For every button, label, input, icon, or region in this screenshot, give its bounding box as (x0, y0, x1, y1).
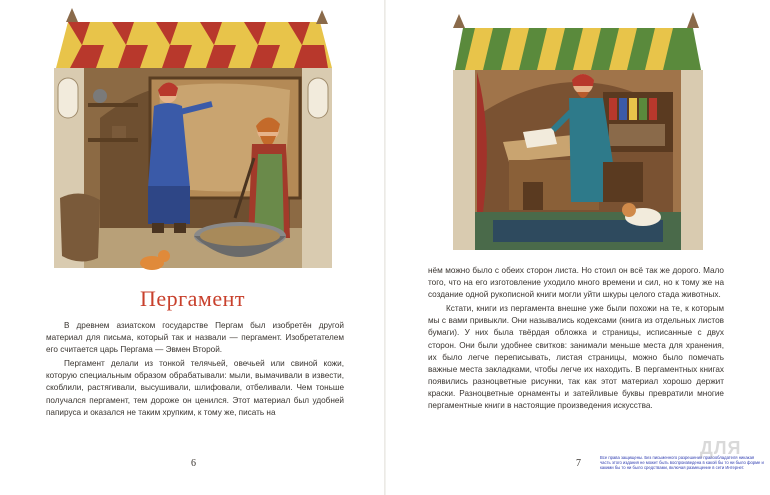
paragraph: нём можно было с обеих сторон листа. Но стоил он всё так же дорого. Мало того, что на его изготовление уходило много времени и сил, но к тому же на создание одной рукописной книги могли уйти шкуры целого стада животных. (428, 266, 724, 300)
page-number: 6 (191, 458, 196, 469)
parchment-makers-illustration (40, 8, 340, 280)
paragraph: Пергамент делали из тонкой телячьей, овечьей или свиной кожи, которую специальным образом обрабатывали: мыли, вымачивали в извести, скоблили, растягивали, высушивали, шлифовали, отбеливали. Чем тоньше получался пергамент, тем дороже он ценился. Этот материал был удобней папируса и оказался не таким хрупким, к тому же, писать на (46, 359, 344, 417)
right-body-text (428, 265, 724, 414)
paragraph: В древнем азиатском государстве Пергам был изобретён другой материал для письма, который так и назвали — пергамент. Изобретателем его считается царь Пергама — Эвмен Второй. (46, 321, 344, 355)
paragraph: Кстати, книги из пергамента внешне уже были похожи на те, к которым мы с вами привыкли. Они назывались кодексами (книга из отдельных листов бумаги). У них была твёрдая обложка и страницы, исписанные с двух сторон. Они были удобнее свитков: занимали меньше места для хранения, их было легче переписывать, листая страницы, можно было помечать важные места закладками, чтобы легче их находить. В пергаментных книгах появились разноцветные рисунки, так как этот материал хорошо держит краски. Разноцветные орнаменты и затейливые буквы превратили многие пергаментные книги в настоящие произведения искусства. (428, 304, 724, 411)
page-number: 7 (576, 458, 581, 469)
left-body-text (46, 320, 344, 421)
right-page (385, 0, 770, 495)
copyright-footnote: Все права защищены. Без письменного разрешения правообладателя никакая часть этого издания не может быть воспроизведена в какой бы то ни было форме и какими бы то ни было средствами, включая размещение в сети Интернет. (600, 455, 764, 471)
scribe-writing-illustration (453, 12, 703, 252)
watermark: ДЛЯ (700, 438, 742, 458)
chapter-title: Пергамент (139, 286, 245, 311)
